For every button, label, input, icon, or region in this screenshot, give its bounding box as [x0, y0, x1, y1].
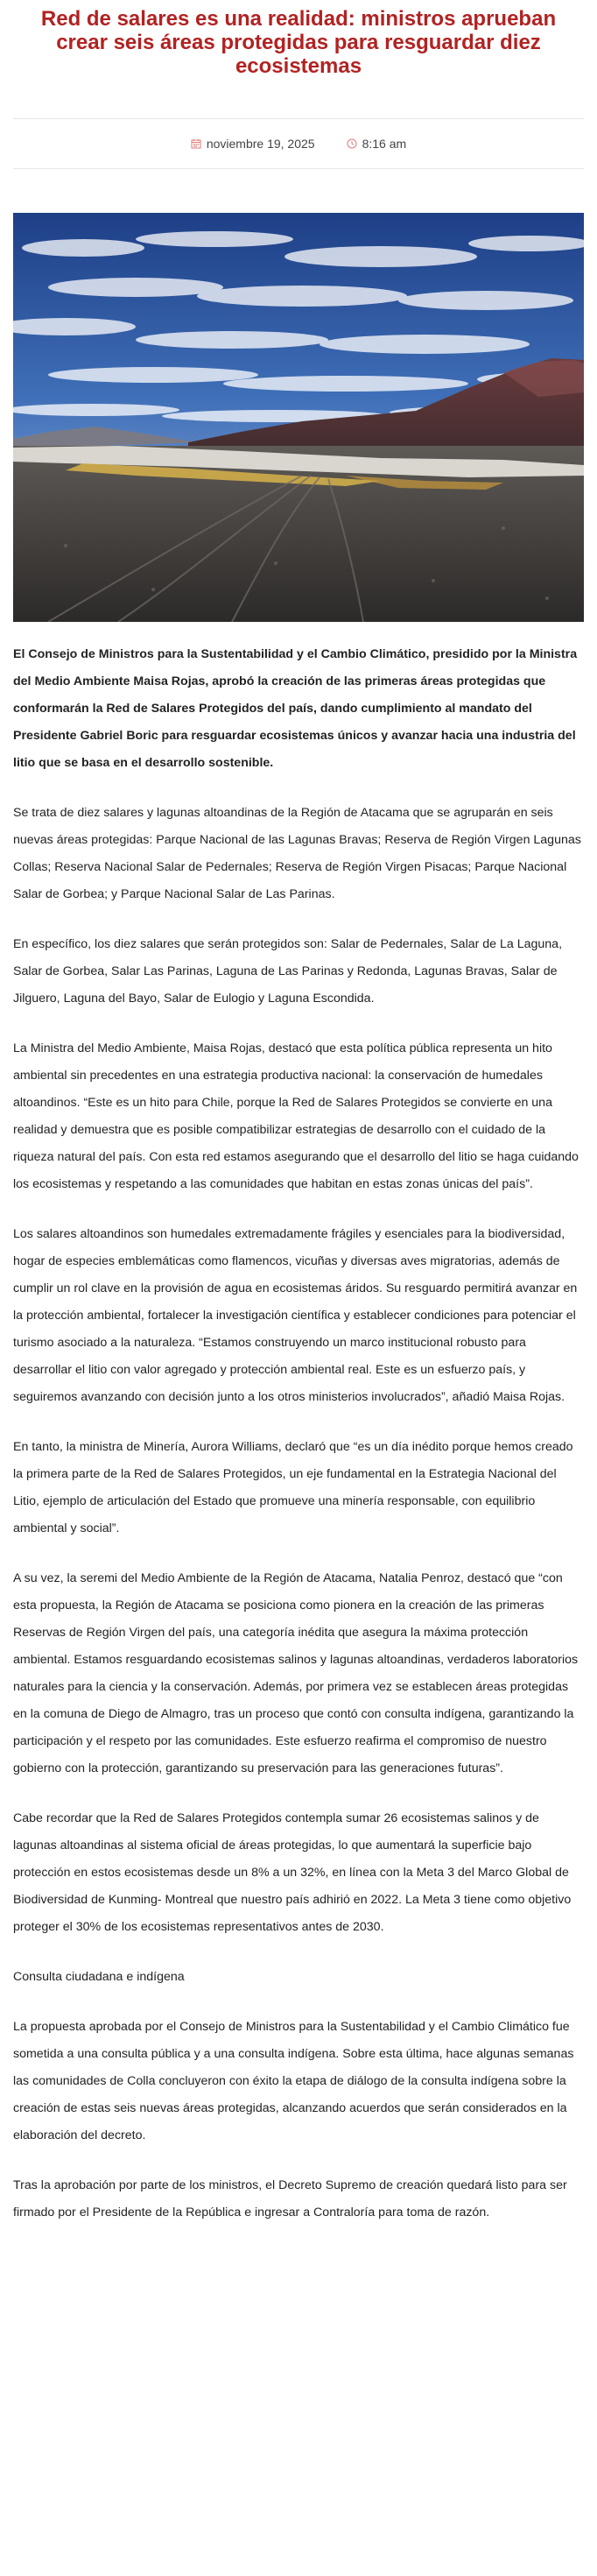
- article-title: Red de salares es una realidad: ministros aprueban crear seis áreas protegidas para resguardar diez ecosistemas: [40, 7, 557, 78]
- article-subheading: Consulta ciudadana e indígena: [13, 1970, 185, 1984]
- article: [13, 0, 584, 2227]
- article-paragraph: En tanto, la ministra de Minería, Aurora Williams, declaró que “es un día inédito porque hemos creado la primera parte de la Red de Salares Protegidos, un eje fundamental en la Estrategia Nacional del Litio, ejemplo de articulación del Estado que promueve una minería responsable, con equilibrio ambiental y social”.: [13, 1440, 573, 1535]
- article-body: [13, 641, 584, 2227]
- hero-image: [13, 213, 584, 622]
- article-paragraph: Se trata de diez salares y lagunas altoandinas de la Región de Atacama que se agruparán en seis nuevas áreas protegidas: Parque Nacional de las Lagunas Bravas; Reserva de Región Virgen Lagunas Collas; Reserva Nacional Salar de Pedernales; Reserva de Región Virgen Pisacas; Parque Nacional Salar de Gorbea; y Parque Nacional Salar de Las Parinas.: [13, 806, 581, 901]
- article-paragraph: La Ministra del Medio Ambiente, Maisa Rojas, destacó que esta política pública representa un hito ambiental sin precedentes en una estrategia productiva nacional: la conservación de humedales altoandinos. “Este es un hito para Chile, porque la Red de Salares Protegidos se convierte en una realidad y demuestra que es posible compatibilizar estrategias de desarrollo con el cuidado de la riqueza natural del país. Con esta red estamos asegurando que el desarrollo del litio se haga cuidando los ecosistemas y respetando a las comunidades que habitan en estas zonas únicas del país”.: [13, 1041, 579, 1191]
- article-time: [347, 137, 407, 151]
- article-time-text: 8:16 am: [362, 137, 407, 151]
- article-paragraph: A su vez, la seremi del Medio Ambiente de la Región de Atacama, Natalia Penroz, destacó que “con esta propuesta, la Región de Atacama se posiciona como pionera en la creación de las primeras Reservas de Región Virgen del país, una categoría inédita que asegura la máxima protección ambiental. Estamos resguardando ecosistemas salinos y lagunas altoandinas, verdaderos laboratorios naturales para la ciencia y la conservación. Además, por primera vez se establecen áreas protegidas en la comuna de Diego de Almagro, tras un proceso que contó con consulta indígena, garantizando la participación y el respeto por las comunidades. Este esfuerzo reafirma el compromiso de nuestro gobierno con la protección, garantizando su preservación para las generaciones futuras”.: [13, 1571, 579, 1775]
- article-date: [191, 137, 315, 151]
- article-date-text: noviembre 19, 2025: [206, 137, 315, 151]
- article-paragraph: En específico, los diez salares que serán protegidos son: Salar de Pedernales, Salar de La Laguna, Salar de Gorbea, Salar Las Parinas, Laguna de Las Parinas y Redonda, Lagunas Bravas, Salar de Jilguero, Laguna del Bayo, Salar de Eulogio y Laguna Escondida.: [13, 937, 563, 1006]
- article-meta: [13, 118, 584, 169]
- article-paragraph: Cabe recordar que la Red de Salares Protegidos contempla sumar 26 ecosistemas salinos y de lagunas altoandinas al sistema oficial de áreas protegidas, lo que aumentará la superficie bajo protección en estos ecosistemas desde un 8% a un 32%, en línea con la Meta 3 del Marco Global de Biodiversidad de Kunming- Montreal que nuestro país adhirió en 2022. La Meta 3 tiene como objetivo proteger el 30% de los ecosistemas representativos antes de 2030.: [13, 1811, 572, 1934]
- article-paragraph: Los salares altoandinos son humedales extremadamente frágiles y esenciales para la biodiversidad, hogar de especies emblemáticas como flamencos, vicuñas y diversas aves migratorias, además de cumplir un rol clave en la provisión de agua en ecosistemas áridos. Su resguardo permitirá avanzar en la protección ambiental, fortalecer la investigación científica y establecer condiciones para potenciar el turismo asociado a la naturaleza. “Estamos construyendo un marco institucional robusto para desarrollar el litio con valor agregado y protección ambiental real. Este es un esfuerzo país, y seguiremos avanzando con decisión junto a los otros ministerios involucrados”, añadió Maisa Rojas.: [13, 1227, 578, 1404]
- article-paragraph: La propuesta aprobada por el Consejo de Ministros para la Sustentabilidad y el Cambio Climático fue sometida a una consulta pública y a una consulta indígena. Sobre esta última, hace algunas semanas las comunidades de Colla concluyeron con éxito la etapa de diálogo de la consulta indígena sobre la creación de estas seis nuevas áreas protegidas, alcanzando acuerdos que serán considerados en la elaboración del decreto.: [13, 2020, 574, 2142]
- clock-icon: [347, 138, 357, 149]
- article-paragraph: Tras la aprobación por parte de los ministros, el Decreto Supremo de creación quedará listo para ser firmado por el Presidente de la República e ingresar a Contraloría para toma de razón.: [13, 2178, 567, 2220]
- article-lead-paragraph: El Consejo de Ministros para la Sustentabilidad y el Cambio Climático, presidido por la Ministra del Medio Ambiente Maisa Rojas, aprobó la creación de las primeras áreas protegidas que conformarán la Red de Salares Protegidos del país, dando cumplimiento al mandato del Presidente Gabriel Boric para resguardar ecosistemas únicos y avanzar hacia una industria del litio que se basa en el desarrollo sostenible.: [13, 647, 578, 770]
- calendar-icon: [191, 138, 201, 149]
